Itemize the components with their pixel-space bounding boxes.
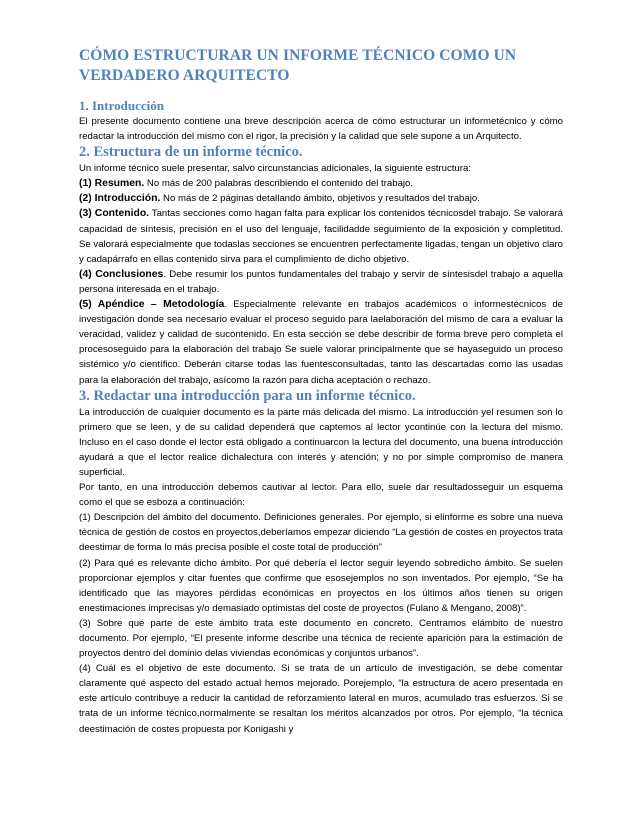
- document-page: [79, 46, 563, 737]
- document-title: CÓMO ESTRUCTURAR UN INFORME TÉCNICO COMO UN VERDADERO ARQUITECTO: [79, 47, 517, 84]
- structure-item-label: (4) Conclusiones: [79, 268, 164, 280]
- section-3-paragraph: (1) Descripción del ámbito del documento. Definiciones generales. Por ejemplo, si elinforme es sobre una nueva técnica de gestión de costos en proyectos,deberíamos empezar diciendo “La gestión de costes en proyectos trata deestimar de forma lo más precisa posible el coste total de producción”: [79, 512, 563, 554]
- structure-item-introduccion: [79, 191, 563, 206]
- structure-item-label: (2) Introducción.: [79, 193, 161, 205]
- structure-item-apendice: [79, 297, 563, 388]
- section-3-paragraph: (4) Cuál es el objetivo de este documento. Si se trata de un artículo de investigación, se debe comentar claramente qué aspecto del estado actual hemos mejorado. Porejemplo, “la estructura de acero presentada en este artículo contribuye a reducir la cantidad de reforzamiento lateral en muros, acumulado tras esfuerzos. Si se trata de un informe técnico,normalmente se resaltan los méritos alcanzados por otros. Por ejemplo, “la técnica deestimación de costes propuesta por Konigashi y: [79, 663, 563, 735]
- section-2-intro: Un informe técnico suele presentar, salvo circunstancias adicionales, la siguiente estructura:: [79, 163, 471, 175]
- structure-item-text: No más de 200 palabras describiendo el contenido del trabajo.: [144, 178, 414, 190]
- structure-item-conclusiones: [79, 267, 563, 297]
- section-3-paragraph: (3) Sobre qué parte de este ámbito trata este documento en concreto. Centramos elámbito de nuestro documento. Por ejemplo, “El presente informe describe una técnica de reciente aparición para la estimación de proyectos dentro del dominio delas viviendas económicas y conjuntos urbanos”.: [79, 617, 563, 660]
- section-3-paragraph: Por tanto, en una introducción debemos cautivar al lector. Para ello, suele dar resultadosseguir un esquema como el que se esboza a continuación:: [79, 482, 563, 509]
- structure-item-text: . Especialmente relevante en trabajos académicos o informestécnicos de investigación donde sea necesario evaluar el proceso seguido para laelaboración del mismo de cara a evaluar la veracidad, validez y calidad de sucontenido. En esta sección se debe describir de forma breve pero completa el procesoseguido para la elaboración del trabajo Se suele valorar principalmente que se hayaseguido un proceso sistémico y/o científico. Deberán citarse todas las fuentesconsultadas, tanto las descartadas como las usadas para la elaboración del trabajo, asícomo la razón para dicha aceptación o rechazo.: [79, 299, 563, 386]
- structure-item-label: (1) Resumen.: [79, 178, 145, 190]
- structure-item-text: . Debe resumir los puntos fundamentales del trabajo y servir de síntesisdel trabajo a aquella persona interesada en el trabajo.: [79, 268, 563, 295]
- structure-item-resumen: [79, 176, 563, 191]
- structure-item-contenido: [79, 206, 563, 266]
- section-2-heading: 2. Estructura de un informe técnico.: [79, 144, 303, 161]
- structure-item-label: (5) Apéndice – Metodología: [79, 299, 225, 311]
- section-3-paragraph: (2) Para qué es relevante dicho ámbito. Por qué debería el lector seguir leyendo sobredicho ámbito. Se suelen proporcionar ejemplos y citar fuentes que confirme que esosejemplos no son inventados. Por ejemplo, “Se ha identificado que las mayores pérdidas económicas en proyectos en los últimos años tienen su origen enestimaciones imprecisas y/o demasiado optimistas del coste de proyectos (Fulano & Mengano, 2008)”.: [79, 557, 563, 614]
- section-1-heading: 1. Introducción: [79, 98, 164, 113]
- section-3-heading: 3. Redactar una introducción para un informe técnico.: [79, 387, 416, 404]
- structure-item-text: Tantas secciones como hagan falta para explicar los contenidos técnicosdel trabajo. Se valorará capacidad de síntesis, precisión en el uso del lenguaje, facilidadde seguimiento de la exposición y completitud. Se valorará especialmente que todaslas secciones se encuentren perfectamente ligadas, tengan un objetivo claro y cadapárrafo en ellas contenido sirva para el cumplimiento de dicho objetivo.: [79, 208, 564, 265]
- section-1-text: El presente documento contiene una breve descripción acerca de cómo estructurar un informetécnico y cómo redactar la introducción del mismo con el rigor, la precisión y la calidad que sele supone a un Arquitecto.: [79, 116, 563, 143]
- structure-item-text: No más de 2 páginas detallando ámbito, objetivos y resultados del trabajo.: [160, 193, 480, 205]
- structure-item-label: (3) Contenido.: [79, 208, 150, 220]
- section-3-paragraph: La introducción de cualquier documento es la parte más delicada del mismo. La introducción yel resumen son lo primero que se leen, y de su calidad dependerá que captemos al lector ycontinúe con la lectura del mismo. Incluso en el caso donde el lector está obligado a continuarcon la lectura del documento, una buena introducción ayudará a que el lector realice dichalectura con interés y atención; y no por simple compromiso de manera superficial.: [79, 406, 563, 478]
